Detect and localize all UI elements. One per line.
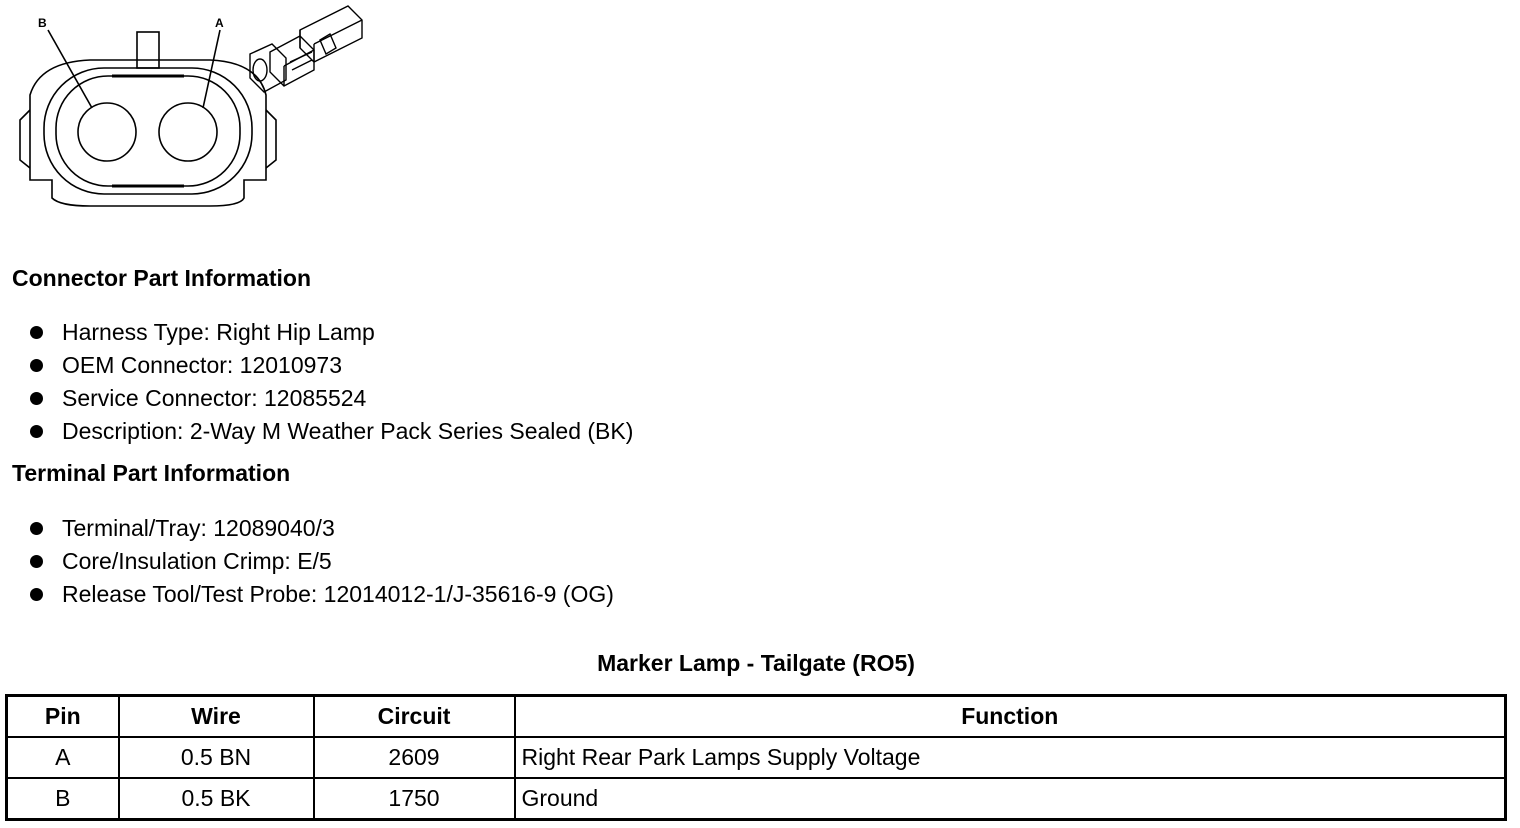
- header-circuit: Circuit: [314, 696, 515, 738]
- list-item: [30, 316, 633, 349]
- bullet-icon: [30, 359, 43, 372]
- connector-latch: [137, 32, 159, 68]
- header-pin: Pin: [7, 696, 119, 738]
- connector-thumbnail: [250, 6, 362, 92]
- terminal-part-info-heading: Terminal Part Information: [12, 460, 291, 486]
- list-item: [30, 512, 614, 545]
- cell-circuit: 2609: [314, 737, 515, 778]
- leader-b: [48, 30, 92, 108]
- bullet-icon: [30, 555, 43, 568]
- connector-part-info-list: [30, 316, 633, 448]
- cell-circuit: 1750: [314, 778, 515, 820]
- list-item-text: Service Connector: 12085524: [62, 385, 367, 411]
- terminal-part-info-list: [30, 512, 614, 611]
- bullet-icon: [30, 326, 43, 339]
- bullet-icon: [30, 588, 43, 601]
- list-item: [30, 349, 633, 382]
- cell-function: Right Rear Park Lamps Supply Voltage: [515, 737, 1506, 778]
- list-item: [30, 545, 614, 578]
- pinout-table: [5, 694, 1507, 821]
- header-wire: Wire: [119, 696, 314, 738]
- bullet-icon: [30, 425, 43, 438]
- list-item-text: Core/Insulation Crimp: E/5: [62, 548, 332, 574]
- cell-wire: 0.5 BN: [119, 737, 314, 778]
- list-item-text: Description: 2-Way M Weather Pack Series Sealed (BK): [62, 418, 634, 444]
- cell-wire: 0.5 BK: [119, 778, 314, 820]
- table-row: [7, 737, 1506, 778]
- table-title: Marker Lamp - Tailgate (RO5): [597, 650, 915, 676]
- list-item-text: Terminal/Tray: 12089040/3: [62, 515, 335, 541]
- connector-diagram: [0, 0, 380, 220]
- list-item-text: Release Tool/Test Probe: 12014012-1/J-35616-9 (OG): [62, 581, 614, 607]
- connector-right-ear: [266, 110, 276, 168]
- list-item: [30, 415, 633, 448]
- list-item: [30, 578, 614, 611]
- list-item-text: Harness Type: Right Hip Lamp: [62, 319, 375, 345]
- table-header-row: [7, 696, 1506, 738]
- label-a: A: [215, 16, 224, 30]
- list-item: [30, 382, 633, 415]
- bullet-icon: [30, 522, 43, 535]
- cavity-b: [78, 103, 136, 161]
- bullet-icon: [30, 392, 43, 405]
- connector-left-ear: [20, 110, 30, 168]
- table-row: [7, 778, 1506, 820]
- cell-pin: A: [7, 737, 119, 778]
- header-function: Function: [515, 696, 1506, 738]
- list-item-text: OEM Connector: 12010973: [62, 352, 343, 378]
- cavity-a: [159, 103, 217, 161]
- cell-pin: B: [7, 778, 119, 820]
- label-b: B: [38, 16, 47, 30]
- connector-part-info-heading: Connector Part Information: [12, 265, 312, 291]
- cell-function: Ground: [515, 778, 1506, 820]
